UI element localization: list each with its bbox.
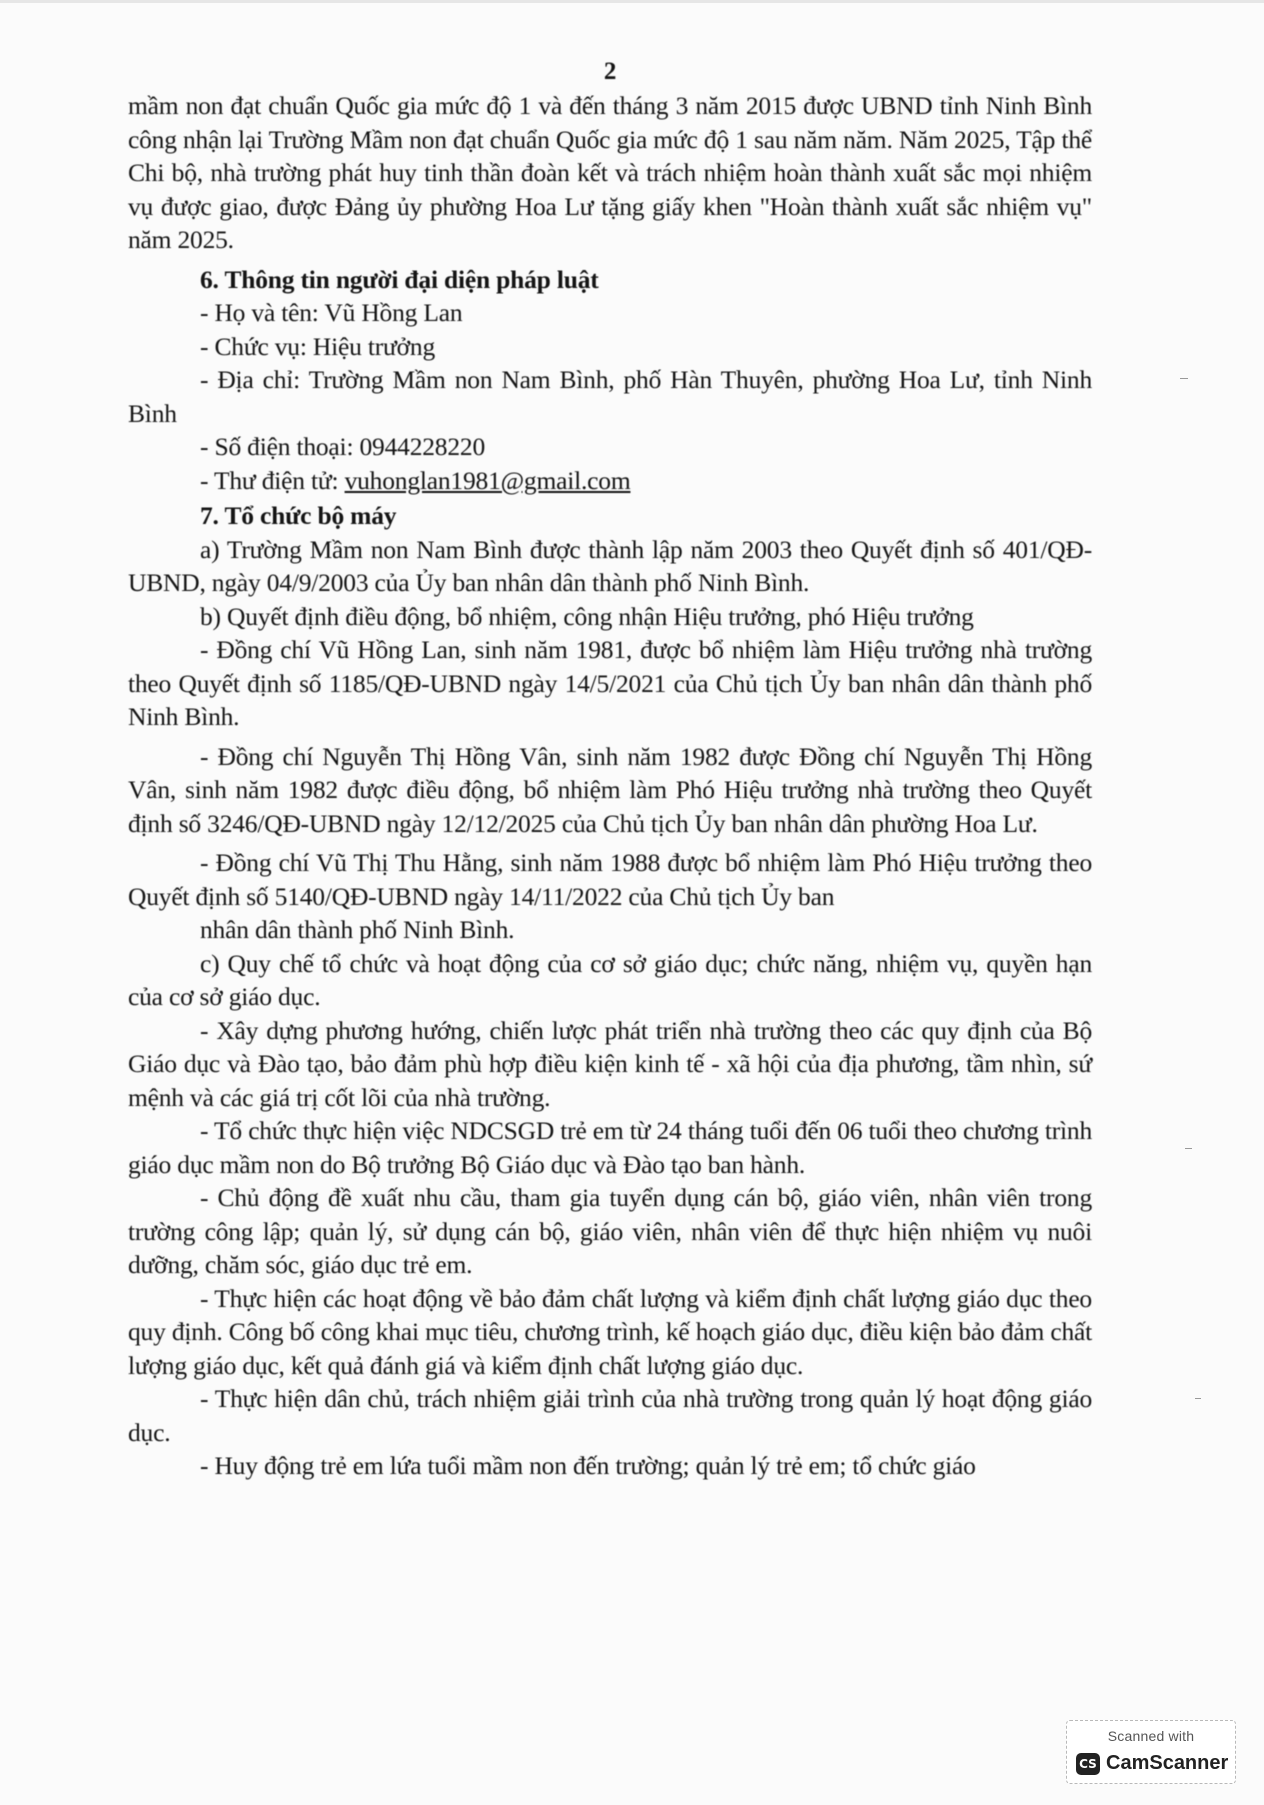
section-7-b-vice-principal-2-tail: nhân dân thành phố Ninh Bình. [200, 915, 515, 944]
badge-brand [1076, 1752, 1228, 1775]
badge-caption: Scanned with [1107, 1728, 1195, 1744]
representative-address: - Địa chỉ: Trường Mầm non Nam Bình, phố Hàn Thuyên, phường Hoa Lư, tỉnh Ninh Bình [128, 365, 1092, 428]
email-link[interactable]: vuhonglan1981@gmail.com [344, 465, 631, 495]
scan-speck [1180, 378, 1188, 379]
representative-email-line [128, 464, 1092, 498]
representative-phone: - Số điện thoại: 0944228220 [200, 432, 485, 461]
email-label: - Thư điện tử: [200, 465, 345, 495]
section-7-c-item-4: - Thực hiện các hoạt động về bảo đảm chất lượng và kiểm định chất lượng giáo dục theo quy định. Công bố công khai mục tiêu, chương trình, kế hoạch giáo dục, điều kiện bảo đảm chất lượng giáo dục, kết quả đánh giá và kiểm định chất lượng giáo dục. [128, 1283, 1092, 1380]
section-7-c-item-1: - Xây dựng phương hướng, chiến lược phát triển nhà trường theo các quy định của Bộ Giáo dục và Đào tạo, bảo đảm phù hợp điều kiện kinh tế - xã hội của địa phương, tầm nhìn, sứ mệnh và các giá trị cốt lõi của nhà trường. [128, 1015, 1092, 1112]
scan-speck [1185, 1148, 1192, 1149]
document-body [128, 57, 1092, 1483]
section-7-a: a) Trường Mầm non Nam Bình được thành lập năm 2003 theo Quyết định số 401/QĐ-UBND, ngày 04/9/2003 của Ủy ban nhân dân thành phố Ninh Bình. [128, 534, 1092, 597]
section-7-c-item-3: - Chủ động đề xuất nhu cầu, tham gia tuyển dụng cán bộ, giáo viên, nhân viên trong trường công lập; quản lý, sử dụng cán bộ, giáo viên, nhân viên để thực hiện nhiệm vụ nuôi dưỡng, chăm sóc, giáo dục trẻ em. [128, 1183, 1092, 1279]
representative-name: - Họ và tên: Vũ Hồng Lan [200, 298, 463, 327]
page-number: 2 [603, 58, 617, 85]
section-7-b-principal: - Đồng chí Vũ Hồng Lan, sinh năm 1981, được bổ nhiệm làm Hiệu trưởng nhà trường theo Quyết định số 1185/QĐ-UBND ngày 14/5/2021 của Chủ tịch Ủy ban nhân dân thành phố Ninh Bình. [128, 635, 1092, 731]
camscanner-badge [1066, 1720, 1236, 1784]
section-6-heading: 6. Thông tin người đại diện pháp luật [200, 264, 599, 294]
section-7-b-vice-principal-1: - Đồng chí Nguyễn Thị Hồng Vân, sinh năm 1982 được Đồng chí Nguyễn Thị Hồng Vân, sinh năm 1982 được điều động, bổ nhiệm làm Phó Hiệu trưởng nhà trường theo Quyết định số 3246/QĐ-UBND ngày 12/12/2025 của Chủ tịch Ủy ban nhân dân phường Hoa Lư. [128, 741, 1092, 838]
section-7-c-item-5: - Thực hiện dân chủ, trách nhiệm giải trình của nhà trường trong quản lý hoạt động giáo dục. [128, 1384, 1092, 1447]
intro-paragraph: mầm non đạt chuẩn Quốc gia mức độ 1 và đến tháng 3 năm 2015 được UBND tỉnh Ninh Bình công nhận lại Trường Mầm non đạt chuẩn Quốc gia mức độ 1 sau năm năm. Năm 2025, Tập thể Chi bộ, nhà trường phát huy tinh thần đoàn kết và trách nhiệm hoàn thành xuất sắc mọi nhiệm vụ được giao, được Đảng ủy phường Hoa Lư tặng giấy khen "Hoàn thành xuất sắc nhiệm vụ" năm 2025. [128, 91, 1092, 254]
section-7-c-item-6: - Huy động trẻ em lứa tuổi mầm non đến trường; quản lý trẻ em; tổ chức giáo [200, 1451, 976, 1480]
scan-speck [1195, 1398, 1201, 1399]
section-7-b: b) Quyết định điều động, bổ nhiệm, công nhận Hiệu trưởng, phó Hiệu trưởng [200, 601, 974, 631]
section-7-c-item-2: - Tổ chức thực hiện việc NDCSGD trẻ em từ 24 tháng tuổi đến 06 tuổi theo chương trình giáo dục mầm non do Bộ trưởng Bộ Giáo dục và Đào tạo ban hành. [128, 1116, 1092, 1179]
representative-position: - Chức vụ: Hiệu trưởng [200, 331, 436, 361]
badge-brand-name: CamScanner [1106, 1752, 1229, 1774]
section-7-heading: 7. Tổ chức bộ máy [200, 501, 397, 530]
section-7-b-vice-principal-2: - Đồng chí Vũ Thị Thu Hằng, sinh năm 1988 được bổ nhiệm làm Phó Hiệu trưởng theo Quyết định số 5140/QĐ-UBND ngày 14/11/2022 của Chủ tịch Ủy ban [128, 848, 1092, 911]
section-7-c: c) Quy chế tổ chức và hoạt động của cơ sở giáo dục; chức năng, nhiệm vụ, quyền hạn của cơ sở giáo dục. [128, 948, 1092, 1011]
camscanner-logo-icon: CS [1076, 1753, 1100, 1775]
